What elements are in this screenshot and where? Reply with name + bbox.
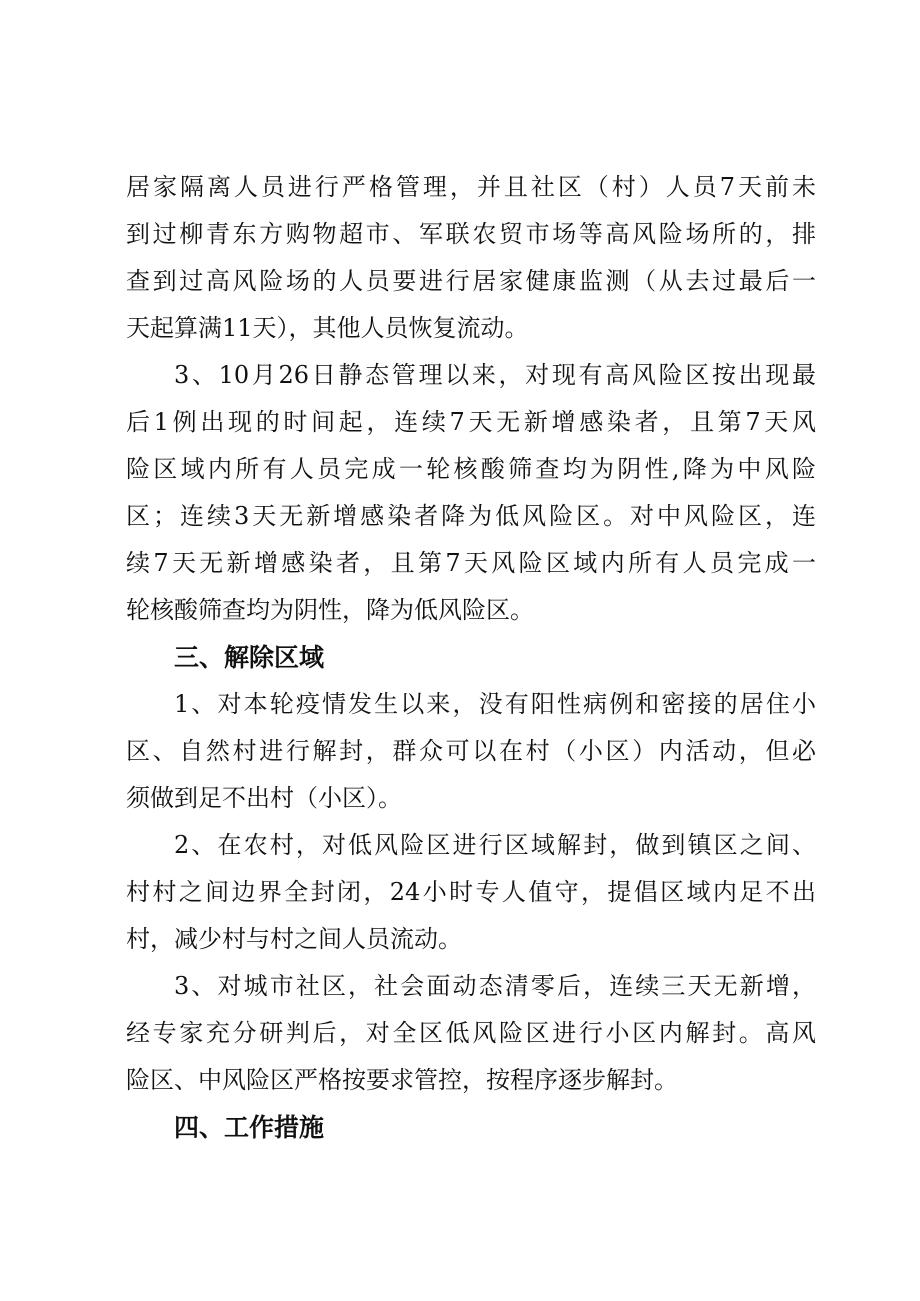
- paragraph-isolation-management: [126, 164, 816, 352]
- text-line: 险区域内所有人员完成一轮核酸筛查均为阴性,降为中风险: [126, 455, 816, 483]
- text-line: 区；连续3天无新增感染者降为低风险区。对中风险区，连: [126, 502, 816, 530]
- paragraph-release-item-3: [126, 963, 816, 1104]
- text-line: 居家隔离人员进行严格管理，并且社区（村）人员7天前未: [126, 173, 816, 201]
- text-line: 村村之间边界全封闭，24小时专人值守，提倡区域内足不出: [126, 878, 816, 906]
- text-line: 3、对城市社区，社会面动态清零后，连续三天无新增，: [174, 972, 816, 1000]
- text-line: 1、对本轮疫情发生以来，没有阳性病例和密接的居住小: [174, 690, 816, 718]
- document-body: [126, 164, 816, 1151]
- section-heading-work-measures: 四、工作措施: [174, 1113, 325, 1142]
- paragraph-release-item-2: [126, 822, 816, 963]
- text-line: 村，减少村与村之间人员流动。: [126, 925, 462, 953]
- text-line: 险区、中风险区严格按要求管控，按程序逐步解封。: [126, 1066, 678, 1094]
- text-line: 后1例出现的时间起，连续7天无新增感染者，且第7天风: [126, 408, 816, 436]
- paragraph-risk-downgrade: [126, 352, 816, 634]
- paragraph-release-item-1: [126, 681, 816, 822]
- text-line: 轮核酸筛查均为阴性，降为低风险区。: [126, 596, 534, 624]
- text-line: 续7天无新增感染者，且第7天风险区域内所有人员完成一: [126, 549, 816, 577]
- text-line: 须做到足不出村（小区）。: [126, 784, 402, 812]
- text-line: 区、自然村进行解封，群众可以在村（小区）内活动，但必: [126, 737, 816, 765]
- text-line: 3、10月26日静态管理以来，对现有高风险区按出现最: [174, 361, 816, 389]
- text-line: 到过柳青东方购物超市、军联农贸市场等高风险场所的，排: [126, 220, 816, 248]
- text-line: 天起算满11天），其他人员恢复流动。: [126, 314, 529, 342]
- text-line: 2、在农村，对低风险区进行区域解封，做到镇区之间、: [174, 831, 816, 859]
- section-heading-release-areas: 三、解除区域: [174, 643, 325, 672]
- text-line: 经专家充分研判后，对全区低风险区进行小区内解封。高风: [126, 1019, 816, 1047]
- text-line: 查到过高风险场的人员要进行居家健康监测（从去过最后一: [126, 267, 816, 295]
